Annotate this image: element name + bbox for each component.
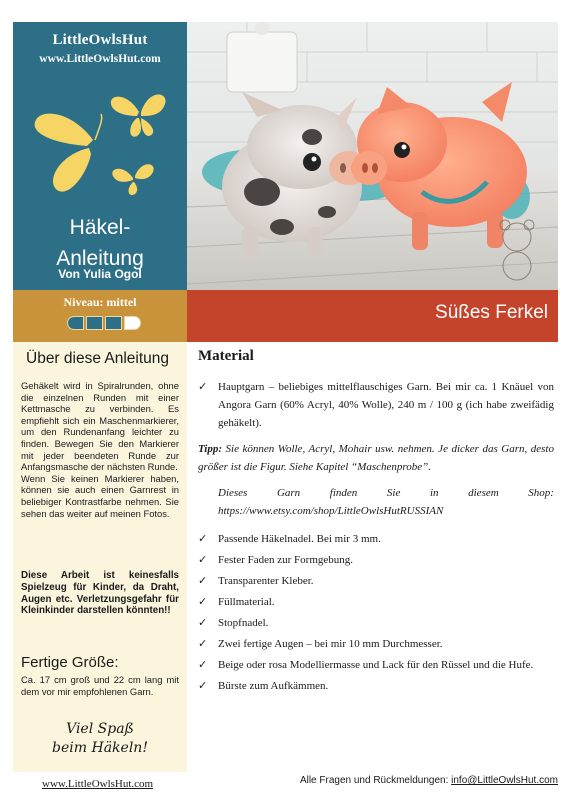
sidebar [13, 342, 187, 772]
list-item [198, 635, 554, 653]
material-item-text: Bürste zum Aufkämmen. [218, 680, 329, 692]
material-item-text: Passende Häkelnadel. Bei mir 3 mm. [218, 533, 381, 545]
level-label: Niveau: mittel [63, 295, 137, 309]
size-title: Fertige Größe: [21, 654, 119, 671]
tip-note [198, 440, 554, 476]
author: Von Yulia Ogol [58, 267, 142, 281]
footer-contact [300, 775, 558, 786]
closing-line-2: beim Häkeln! [52, 740, 148, 756]
title-line-1: Häkel- [69, 216, 131, 239]
check-icon: ✓ [198, 638, 208, 650]
about-title: Über diese Anleitung [26, 350, 170, 367]
closing-note [13, 720, 187, 758]
material-item-text: Transparenter Kleber. [218, 575, 314, 587]
piglets-photo [187, 22, 558, 290]
shop-word: in [429, 487, 439, 499]
level-segment [86, 316, 103, 330]
list-item [198, 378, 554, 432]
tip-text: Sie können Wolle, Acryl, Mohair usw. nehmen. Je dicker das Garn, desto größer ist die Figur. Siehe Kapitel “Maschenprobe”. [198, 443, 554, 473]
level-segment [67, 316, 84, 330]
list-item [198, 530, 554, 548]
material-item-text: Hauptgarn – beliebiges mittelflauschiges Garn. Bei mir ca. 1 Knäuel von Angora Garn (60% Acryl, 40% Wolle), 240 m / 100 g (ich habe zweifädig gehäkelt). [218, 381, 554, 429]
title-line-2: Anleitung [56, 247, 144, 270]
level-meter [67, 316, 141, 330]
pattern-name: Süßes Ferkel [435, 302, 548, 323]
list-item [198, 614, 554, 632]
list-item [198, 551, 554, 569]
check-icon: ✓ [198, 596, 208, 608]
footer-email-link[interactable]: info@LittleOwlsHut.com [451, 775, 558, 786]
material-section [198, 342, 558, 772]
material-title: Material [198, 348, 254, 364]
shop-line [218, 484, 554, 502]
level-segment [124, 316, 141, 330]
level-bar [13, 290, 187, 342]
check-icon: ✓ [198, 659, 208, 671]
closing-line-1: Viel Spaß [66, 721, 134, 737]
about-paragraph-2: Wenn Sie keinen Markierer haben, können sie auch einen Garnrest in beliebiger Kontrastfarbe nehmen. Sie sehen das weiter auf meinen Fotos. [21, 472, 179, 519]
check-icon: ✓ [198, 617, 208, 629]
footer-contact-label: Alle Fragen und Rückmeldungen: [299, 775, 452, 786]
material-item-text: Zwei fertige Augen – bei mir 10 mm Durchmesser. [218, 638, 443, 650]
list-item [198, 572, 554, 590]
check-icon: ✓ [198, 680, 208, 692]
material-item-text: Beige oder rosa Modelliermasse und Lack für den Rüssel und die Hufe. [218, 659, 534, 671]
size-text: Ca. 17 cm groß und 22 cm lang mit dem vor mir empfohlenen Garn. [21, 674, 179, 697]
check-icon: ✓ [198, 575, 208, 587]
shop-word: Garn [276, 487, 301, 499]
brand-name: LittleOwlsHut [52, 32, 148, 48]
page-title [13, 212, 187, 274]
material-item-text: Stopfnadel. [218, 617, 269, 629]
pattern-title-bar [187, 290, 558, 342]
shop-word: Dieses [218, 487, 248, 499]
shop-word: Sie [386, 487, 401, 499]
safety-warning: Diese Arbeit ist keinesfalls Spielzeug für Kinder, da Draht, Augen etc. Verletzungsgefahr für Kleinkinder darstellen könnten!! [21, 570, 179, 617]
about-text [21, 380, 179, 519]
shop-word: Shop: [528, 487, 554, 499]
list-item [198, 656, 554, 674]
level-segment [105, 316, 122, 330]
shop-link[interactable]: https://www.etsy.com/shop/LittleOwlsHutRUSSIAN [218, 505, 444, 517]
tip-label: Tipp: [198, 443, 223, 455]
material-list [198, 378, 554, 698]
footer-website-link[interactable]: www.LittleOwlsHut.com [42, 778, 154, 790]
about-paragraph-1: Gehäkelt wird in Spiralrunden, ohne die einzelnen Runden mit einer Kettmasche zu verbinden. Es empfiehlt sich ein Maschenmarkierer, um den Rundenanfang leichter zu finden. Bewegen Sie den Markierer mit jeder beendeten Runde zur Anfangsmasche der nächsten Runde. [21, 380, 179, 473]
material-item-text: Füllmaterial. [218, 596, 275, 608]
butterflies-icon [31, 70, 171, 202]
brand-url[interactable]: www.LittleOwlsHut.com [39, 53, 161, 65]
list-item [198, 593, 554, 611]
check-icon: ✓ [198, 554, 208, 566]
list-item [198, 677, 554, 695]
material-item-text: Fester Faden zur Formgebung. [218, 554, 354, 566]
shop-word: diesem [468, 487, 499, 499]
shop-word: finden [329, 487, 358, 499]
check-icon: ✓ [198, 533, 208, 545]
check-icon: ✓ [198, 381, 208, 393]
shop-note [198, 484, 554, 520]
header-panel [13, 22, 187, 290]
